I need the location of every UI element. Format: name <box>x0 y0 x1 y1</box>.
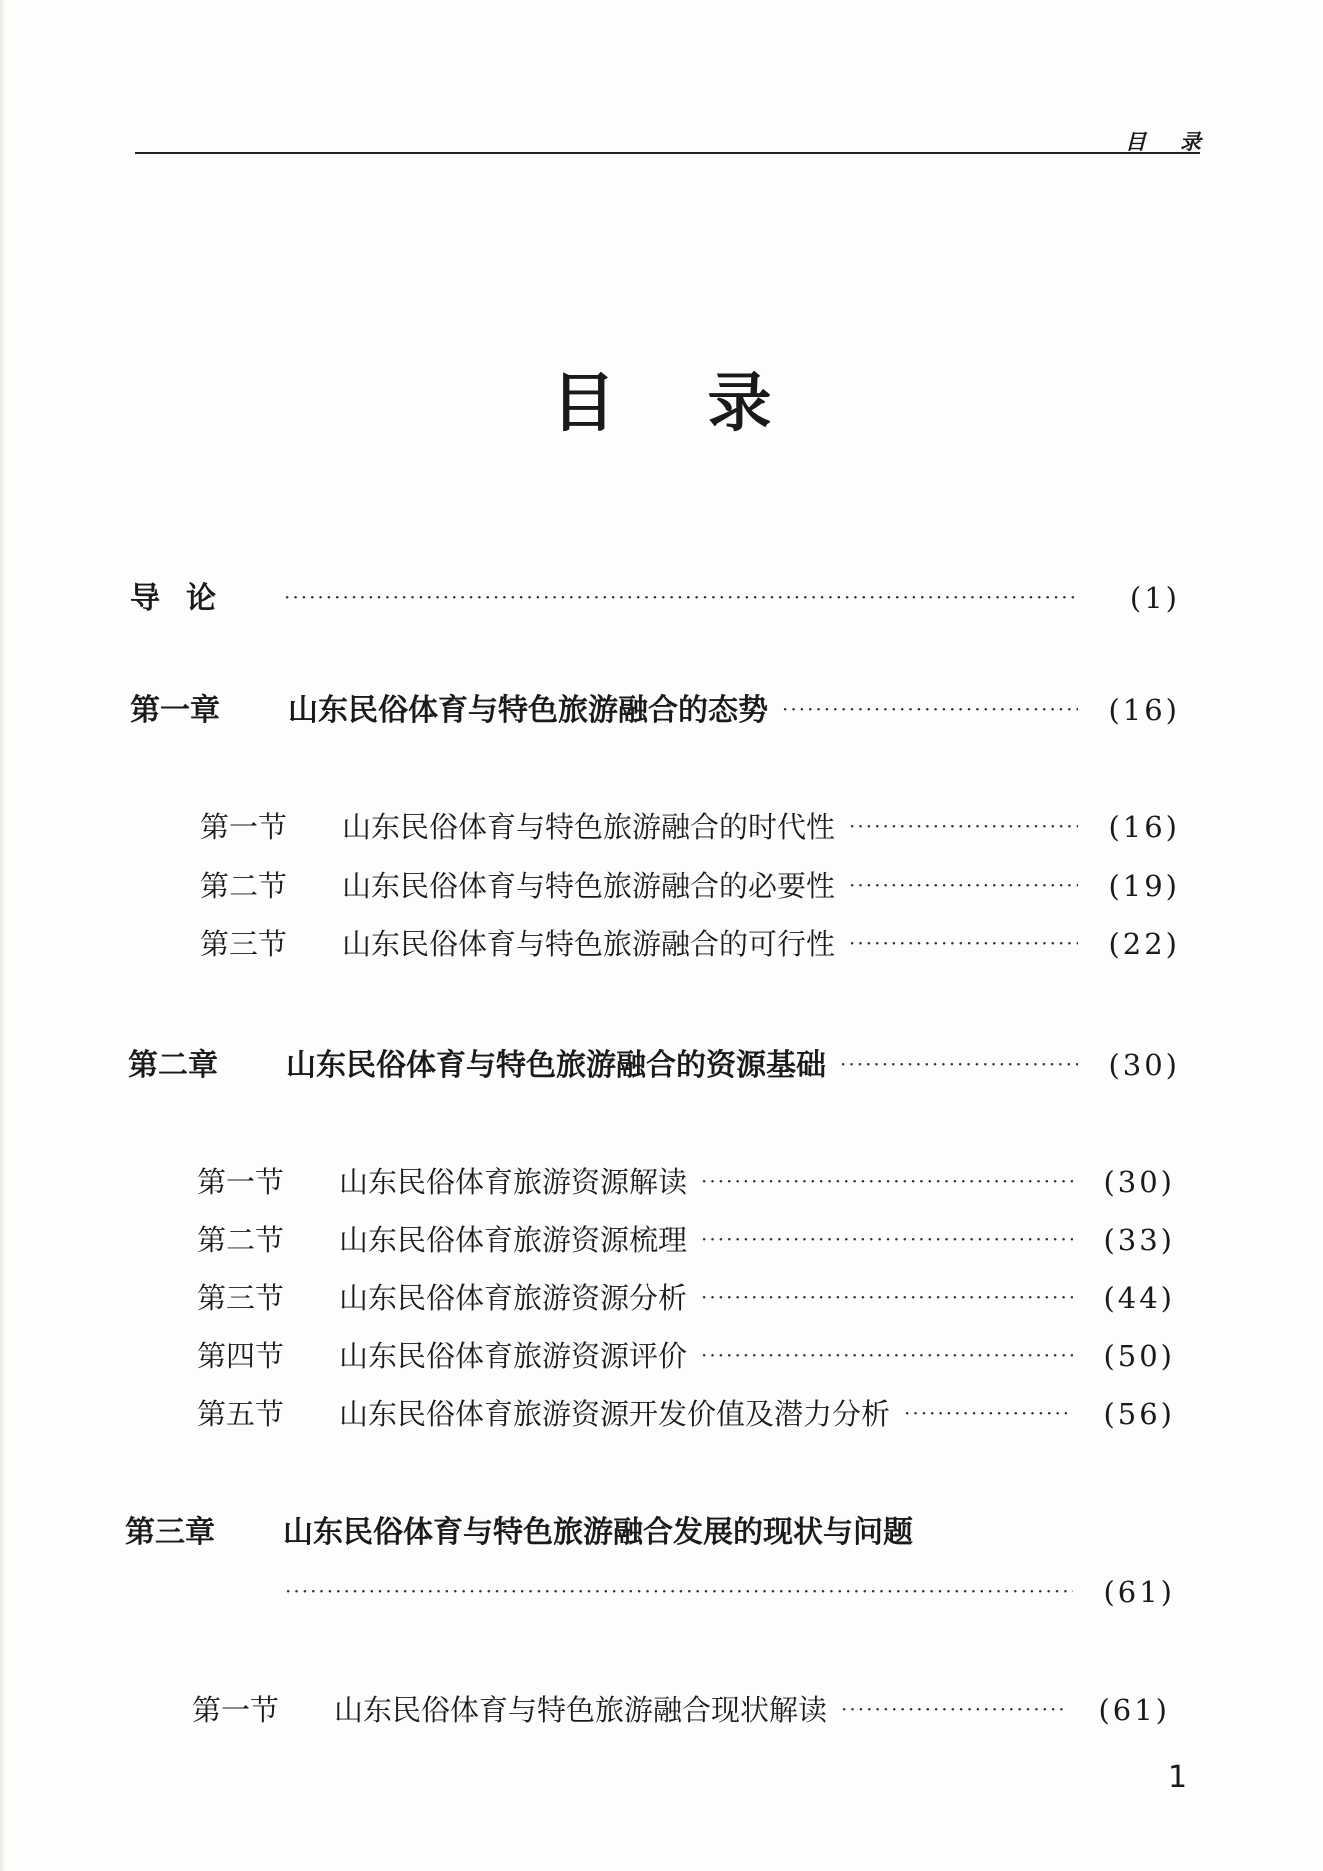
toc-title: 山东民俗体育旅游资源梳理 <box>339 1223 688 1257</box>
toc-page: (56) <box>1103 1397 1175 1431</box>
toc-section[interactable] <box>200 922 1180 966</box>
toc-number: 第一节 <box>197 1165 285 1199</box>
header-rule <box>135 152 1200 154</box>
toc-number: 第四节 <box>197 1339 285 1373</box>
toc-page: (1) <box>1129 581 1180 615</box>
toc-title: 山东民俗体育旅游资源开发价值及潜力分析 <box>339 1397 891 1431</box>
toc-title: 山东民俗体育与特色旅游融合发展的现状与问题 <box>283 1515 913 1550</box>
running-header: 目录 <box>1125 130 1235 154</box>
dot-leader <box>782 687 1078 731</box>
toc-title: 山东民俗体育与特色旅游融合的可行性 <box>342 927 836 961</box>
toc-page: (61) <box>1098 1693 1170 1727</box>
page-title-right: 录 <box>707 367 772 441</box>
toc-number: 第一节 <box>200 810 288 844</box>
dot-leader <box>701 1159 1073 1203</box>
dot-leader <box>840 1042 1078 1086</box>
toc-title: 山东民俗体育与特色旅游融合的必要性 <box>342 869 836 903</box>
toc-number: 第五节 <box>197 1397 285 1431</box>
toc-page: (61) <box>1103 1575 1175 1609</box>
toc-number: 第二章 <box>128 1048 218 1083</box>
toc-number: 第三节 <box>197 1281 285 1315</box>
toc-entry-intro[interactable] <box>130 576 1180 620</box>
toc-section[interactable] <box>192 1688 1170 1732</box>
toc-section[interactable] <box>197 1218 1175 1262</box>
page-number: 1 <box>1168 1760 1188 1795</box>
toc-title: 山东民俗体育与特色旅游融合的态势 <box>288 693 768 728</box>
dot-leader <box>701 1217 1073 1261</box>
toc-number: 第一节 <box>192 1693 280 1727</box>
page-title <box>0 352 1323 444</box>
toc-section[interactable] <box>197 1334 1175 1378</box>
toc-page: (16) <box>1108 810 1180 844</box>
toc-page: (22) <box>1108 927 1180 961</box>
dot-leader <box>841 1687 1068 1731</box>
toc-label: 导论 <box>130 581 242 616</box>
dot-leader <box>849 804 1078 848</box>
dot-leader <box>701 1333 1073 1377</box>
toc-title: 山东民俗体育旅游资源解读 <box>339 1165 688 1199</box>
toc-page: (30) <box>1108 1048 1180 1082</box>
toc-title: 山东民俗体育与特色旅游融合现状解读 <box>334 1693 828 1727</box>
toc-page: (50) <box>1103 1339 1175 1373</box>
toc-number: 第三节 <box>200 927 288 961</box>
dot-leader <box>284 575 1078 619</box>
scan-edge <box>0 0 6 1871</box>
toc-chapter-2[interactable] <box>128 1043 1180 1087</box>
toc-title: 山东民俗体育旅游资源评价 <box>339 1339 688 1373</box>
toc-page: (16) <box>1108 693 1180 727</box>
toc-page: (33) <box>1103 1223 1175 1257</box>
dot-leader <box>849 921 1078 965</box>
toc-number: 第三章 <box>125 1515 215 1550</box>
dot-leader <box>904 1391 1073 1435</box>
toc-section[interactable] <box>197 1276 1175 1320</box>
dot-leader <box>285 1569 1073 1613</box>
toc-number: 第二节 <box>200 869 288 903</box>
toc-number: 第二节 <box>197 1223 285 1257</box>
toc-chapter-3[interactable] <box>125 1511 1175 1555</box>
toc-chapter-1[interactable] <box>130 688 1180 732</box>
page-title-left: 目 <box>551 367 616 441</box>
toc-page: (44) <box>1103 1281 1175 1315</box>
toc-title: 山东民俗体育与特色旅游融合的时代性 <box>342 810 836 844</box>
toc-number: 第一章 <box>130 693 220 728</box>
toc-title: 山东民俗体育旅游资源分析 <box>339 1281 688 1315</box>
toc-page: (30) <box>1103 1165 1175 1199</box>
toc-chapter-3-continued[interactable] <box>285 1570 1175 1614</box>
dot-leader <box>849 863 1078 907</box>
toc-section[interactable] <box>197 1160 1175 1204</box>
toc-section[interactable] <box>200 864 1180 908</box>
toc-title: 山东民俗体育与特色旅游融合的资源基础 <box>286 1048 826 1083</box>
dot-leader <box>701 1275 1073 1319</box>
toc-page: (19) <box>1108 869 1180 903</box>
toc-section[interactable] <box>197 1392 1175 1436</box>
toc-section[interactable] <box>200 805 1180 849</box>
